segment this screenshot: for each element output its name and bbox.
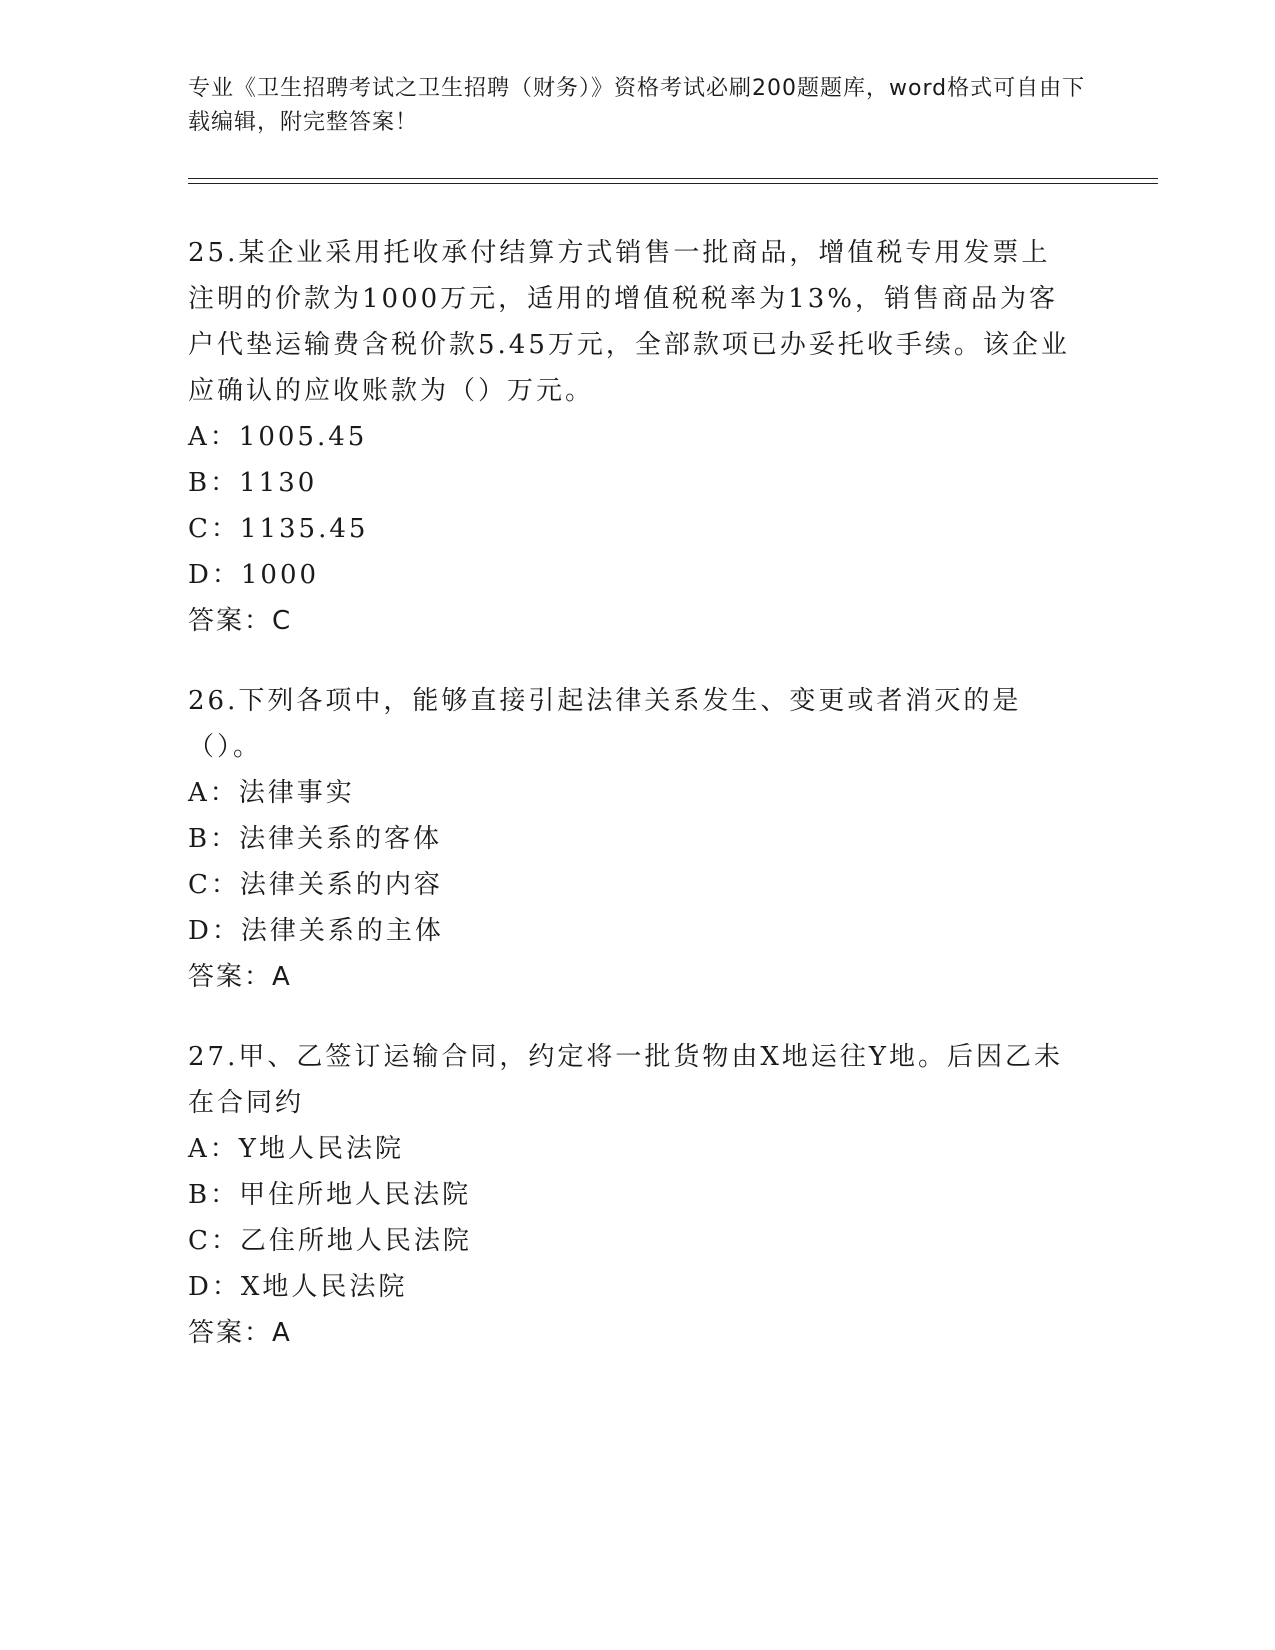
option-b <box>188 816 1078 862</box>
option-d <box>188 1264 1078 1310</box>
option-key: A： <box>188 1134 239 1164</box>
answer-value: C <box>272 606 293 636</box>
option-b <box>188 1172 1078 1218</box>
option-d <box>188 908 1078 954</box>
option-text: 1000 <box>240 560 320 590</box>
option-a <box>188 414 1078 460</box>
answer-value: A <box>272 962 292 992</box>
answer-value: A <box>272 1318 292 1348</box>
question-stem: 26.下列各项中，能够直接引起法律关系发生、变更或者消灭的是（）。 <box>188 686 1022 762</box>
option-a <box>188 770 1078 816</box>
header-divider <box>188 178 1158 179</box>
option-key: A： <box>188 778 239 808</box>
option-text: 法律关系的内容 <box>239 870 443 900</box>
option-key: C： <box>188 870 240 900</box>
option-key: D： <box>188 560 241 590</box>
option-key: B： <box>188 468 240 498</box>
option-b <box>188 460 1078 506</box>
answer-label: 答案： <box>188 1318 273 1348</box>
option-c <box>188 1218 1078 1264</box>
header-divider-double <box>188 183 1158 184</box>
question-stem: 25.某企业采用托收承付结算方式销售一批商品，增值税专用发票上注明的价款为1000万元，适用的增值税税率为13%，销售商品为客户代垫运输费含税价款5.45万元，全部款项已办妥托收手续。该企业应确认的应收账款为（）万元。 <box>188 238 1070 406</box>
option-text: Y地人民法院 <box>238 1134 404 1164</box>
question-25 <box>188 230 1078 644</box>
option-c <box>188 862 1078 908</box>
question-26 <box>188 678 1078 1000</box>
option-key: D： <box>188 916 241 946</box>
option-key: D： <box>188 1272 241 1302</box>
option-text: 1135.45 <box>239 514 369 544</box>
option-text: 法律关系的主体 <box>240 916 444 946</box>
option-text: 甲住所地人民法院 <box>239 1180 472 1210</box>
option-c <box>188 506 1078 552</box>
answer-label: 答案： <box>188 962 273 992</box>
question-list <box>188 230 1078 1390</box>
option-key: C： <box>188 514 240 544</box>
option-a <box>188 1126 1078 1172</box>
question-stem: 27.甲、乙签订运输合同，约定将一批货物由X地运往Y地。后因乙未在合同约 <box>188 1042 1064 1118</box>
document-header: 专业《卫生招聘考试之卫生招聘（财务）》资格考试必刷200题题库，word格式可自由下载编辑，附完整答案！ <box>188 76 1086 135</box>
option-key: B： <box>188 824 240 854</box>
option-text: 乙住所地人民法院 <box>239 1226 472 1256</box>
answer-line <box>188 598 1078 644</box>
option-text: X地人民法院 <box>240 1272 408 1302</box>
question-27 <box>188 1034 1078 1356</box>
answer-line <box>188 954 1078 1000</box>
option-d <box>188 552 1078 598</box>
answer-line <box>188 1310 1078 1356</box>
option-text: 法律事实 <box>238 778 355 808</box>
option-key: C： <box>188 1226 240 1256</box>
option-text: 1130 <box>239 468 318 498</box>
option-text: 法律关系的客体 <box>239 824 443 854</box>
answer-label: 答案： <box>188 606 273 636</box>
option-key: B： <box>188 1180 240 1210</box>
option-key: A： <box>188 422 239 452</box>
option-text: 1005.45 <box>238 422 368 452</box>
